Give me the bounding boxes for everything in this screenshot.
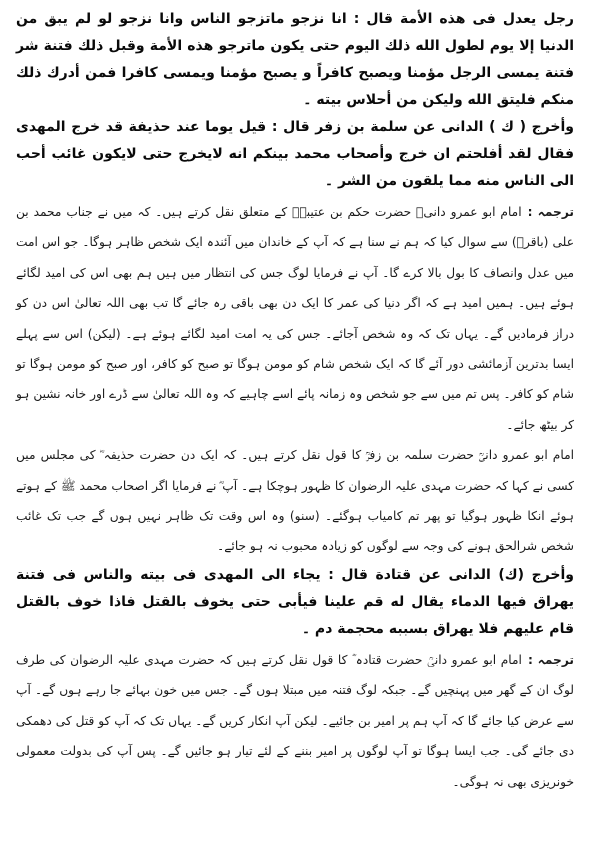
urdu-translation-2: امام ابو عمرو دانیؒ حضرت سلمہ بن زفرؒ کا قول نقل کرتے ہیں۔ کہ ایک دن حضرت حذیفہ ؓ کی مجلس میں کسی نے کہا کہ حضرت مہدی علیہ الرضوان کا ظہور ہوچکا ہے۔ آپ ؓ نے فرمایا اگر اصحاب محمد ﷺ کے ہوتے ہوئے انکا ظہور ہوگیا تو پھر تم کامیاب ہوگئے۔ (سنو) وہ اس وقت تک ظاہر نہیں ہوں گے جب تک غائب شخص شرالحق ہونے کی وجہ سے لوگوں کو زیادہ محبوب نہ ہو جائے۔ bbox=[16, 448, 574, 554]
urdu-translation-1 bbox=[16, 197, 574, 440]
arabic-hadith-3: وأخرج (ك) الدانى عن قتادة قال : يجاء الى المهدى فى بيته والناس فى فتنة يهراق فيها الدماء يقال له قم علينا فيأبى حتى يخوف بالقتل فاذا خوف بالقتل قام عليهم فلا يهراق بسببه محجمة دم ۔ bbox=[16, 566, 574, 637]
arabic-hadith-1: رجل يعدل فى هذه الأمة قال : انا نزجو ماتزجو الناس وانا نزجو لو لم يبق من الدنيا إلا يوم لطول الله ذلك اليوم حتى يكون ماترجو هذه الأمة وقبل ذلك فتنة شر فتنة يمسى الرجل مؤمنا ويصبح كافراً و يصبح مؤمنا ويمسى كافرا فمن أدرك ذلك منكم فليتق الله وليكن من أحلاس بيته ۔ bbox=[16, 11, 574, 108]
arabic-hadith-2: وأخرج ( ك ) الدانى عن سلمة بن زفر قال : قيل يوما عند حذيفة قد خرج المهدى فقال لقد أفلحتم ان خرج وأصحاب محمد بينكم انه لايخرج حتى لايكون غائب أحب الى الناس منه مما يلقون من الشر ۔ bbox=[16, 119, 574, 189]
urdu-translation-3 bbox=[16, 645, 574, 797]
translation-label: ترجمہ : bbox=[527, 652, 574, 667]
translation-label: ترجمہ : bbox=[527, 205, 574, 219]
translation-text: امام ابو عمرو دانیؒ حضرت حکم بن عتیبہؒ کے متعلق نقل کرتے ہیں۔ کہ میں نے جناب محمد بن علی (باقرؒ) سے سوال کیا کہ ہم نے سنا ہے کہ آپ کے خاندان میں آئندہ ایک شخص ظاہر ہوگا۔ جو اس امت میں عدل وانصاف کا بول بالا کرے گا۔ آپ نے فرمایا لوگ جس کی انتظار میں ہیں ہم بھی اس کی امید لگائے ہوئے ہیں۔ ہمیں امید ہے کہ اگر دنیا کی عمر کا ایک دن بھی باقی رہ جائے گا تب بھی اللہ تعالیٰ اس دن کو دراز فرمادیں گے۔ یہاں تک کہ وہ شخص آجائے۔ جس کی یہ امت امید لگائے ہوئے ہے۔ (لیکن) اس سے پہلے ایسا بدترین آزمائشی دور آئے گا کہ ایک شخص شام کو مومن ہوگا تو صبح کو کافر، اور صبح کو مومن ہوگا تو شام کو کافر۔ پس تم میں سے جو شخص وہ زمانہ پائے اسے چاہیے کہ وہ اللہ تعالیٰ سے ڈرے اور خانہ نشین ہو کر بیٹھ جائے۔ bbox=[16, 205, 574, 432]
translation-text: امام ابو عمرو دانیؒ حضرت قتادہ ؓ کا قول نقل کرتے ہیں کہ حضرت مہدی علیہ الرضوان کی طرف لوگ ان کے گھر میں پہنچیں گے۔ جبکہ لوگ فتنہ میں مبتلا ہوں گے۔ جس میں خون بہائے جا رہے ہوں گے۔ آپ سے عرض کیا جائے گا کہ آپ ہم پر امیر بن جائیے۔ لیکن آپ انکار کریں گے۔ یہاں تک کہ آپ کو قتل کی دھمکی دی جائے گی۔ جب ایسا ہوگا تو آپ لوگوں پر امیر بننے کے لئے تیار ہو جائیں گے۔ پس آپ کی بدولت معمولی خونریزی بھی نہ ہوگی۔ bbox=[16, 652, 574, 789]
